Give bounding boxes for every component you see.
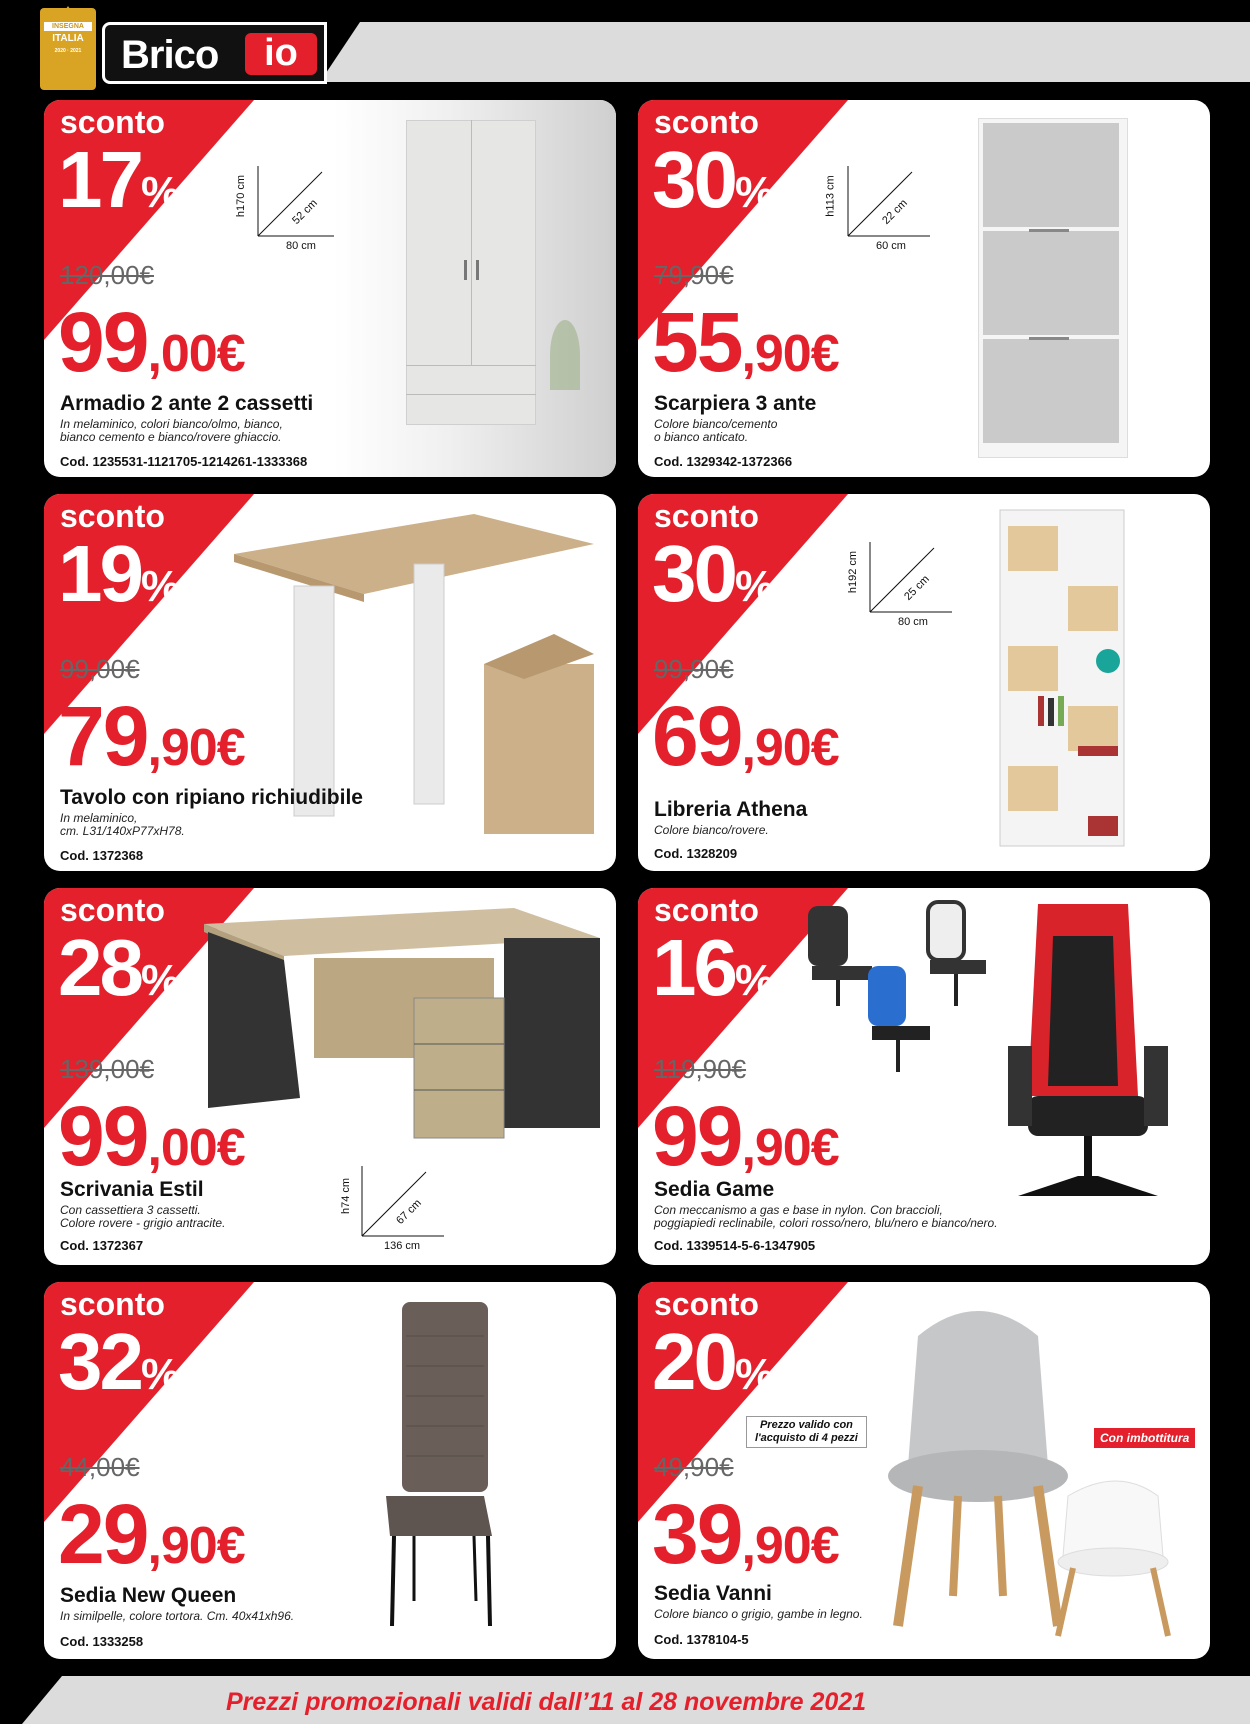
sconto-label: sconto [654,104,759,140]
product-title: Tavolo con ripiano richiudibile [60,786,363,809]
badge-small-text: 2020 · 2021 [54,48,82,54]
discount-percent: 17% [58,135,181,224]
old-price: 119,90€ [654,1054,747,1084]
discount-percent: 32% [58,1317,181,1406]
old-price: 99,00€ [60,654,140,684]
product-code: Cod. 1333258 [60,1634,144,1649]
discount-percent: 28% [58,923,181,1012]
scrivania-product-image [204,898,604,1148]
dimension-diagram: h192 cm 25 cm 80 cm [852,536,962,636]
product-description: Colore bianco/rovere. [654,823,769,837]
old-price: 99,90€ [654,654,734,684]
sedia-new-queen-product-image [384,1296,494,1636]
sedia-vanni-product-image [878,1296,1208,1646]
sconto-label: sconto [60,892,165,928]
product-code: Cod. 1378104-5 [654,1632,749,1647]
product-code: Cod. 1235531-1121705-1214261-1333368 [60,454,308,469]
new-price: 79,90€ [58,689,245,783]
product-card-sedia-game[interactable] [638,888,1210,1265]
promo-validity-text: Prezzi promozionali validi dall’11 al 28 novembre 2021 [226,1688,867,1716]
logo-io-text: io [245,33,317,75]
discount-percent: 20% [652,1317,775,1406]
discount-percent: 19% [58,529,181,618]
discount-percent: 30% [652,135,775,224]
header-grey-band [320,22,1250,82]
old-price: 44,00€ [60,1452,140,1482]
product-description: Colore bianco o grigio, gambe in legno. [654,1607,863,1621]
sconto-label: sconto [60,1286,165,1322]
product-card-libreria[interactable] [638,494,1210,871]
sconto-label: sconto [60,498,165,534]
product-description: Con cassettiera 3 cassetti. Colore rovere - grigio antracite. [60,1203,226,1230]
old-price: 79,90€ [654,260,734,290]
sconto-label: sconto [654,1286,759,1322]
new-price: 39,90€ [652,1487,839,1581]
new-price: 29,90€ [58,1487,245,1581]
new-price: 99,90€ [652,1089,839,1183]
product-card-tavolo[interactable] [44,494,616,871]
crown-icon [58,6,78,18]
dimension-diagram: h74 cm 67 cm 136 cm [344,1160,454,1260]
product-title: Libreria Athena [654,798,808,821]
product-card-scrivania[interactable] [44,888,616,1265]
product-description: In melaminico, colori bianco/olmo, bianco, bianco cemento e bianco/rovere ghiaccio. [60,417,283,444]
logo-brico-text: Brico [121,33,219,77]
sedia-game-product-image [798,896,1208,1226]
product-title: Scrivania Estil [60,1178,204,1201]
product-card-scarpiera[interactable] [638,100,1210,477]
insegna-italia-badge [40,8,96,90]
padding-note-badge: Con imbottitura [1094,1428,1195,1448]
product-title: Armadio 2 ante 2 cassetti [60,392,314,415]
libreria-product-image [998,506,1128,851]
badge-top-text: INSEGNA [44,22,92,31]
product-title: Scarpiera 3 ante [654,392,817,415]
old-price: 49,90€ [654,1452,734,1482]
product-code: Cod. 1372368 [60,848,144,863]
discount-percent: 16% [652,923,775,1012]
new-price: 99,00€ [58,295,245,389]
new-price: 55,90€ [652,295,839,389]
sconto-label: sconto [60,104,165,140]
brico-io-logo[interactable] [102,22,327,84]
product-code: Cod. 1339514-5-6-1347905 [654,1238,816,1253]
sconto-label: sconto [654,892,759,928]
dimension-diagram: h170 cm 52 cm 80 cm [240,160,350,260]
armadio-product-image [334,100,616,477]
product-code: Cod. 1372367 [60,1238,144,1253]
product-card-sedia-vanni[interactable] [638,1282,1210,1659]
old-price: 120,00€ [60,260,154,290]
dimension-diagram: h113 cm 22 cm 60 cm [830,160,940,260]
old-price: 139,00€ [60,1054,154,1084]
sconto-label: sconto [654,498,759,534]
badge-main-text: ITALIA [52,33,84,44]
product-title: Sedia New Queen [60,1584,237,1607]
price-condition-note: Prezzo valido con l'acquisto di 4 pezzi [746,1416,867,1448]
product-card-sedia-new-queen[interactable] [44,1282,616,1659]
product-title: Sedia Game [654,1178,775,1201]
product-description: In similpelle, colore tortora. Cm. 40x41xh96. [60,1609,295,1623]
scarpiera-product-image [978,118,1128,458]
new-price: 99,00€ [58,1089,245,1183]
product-code: Cod. 1329342-1372366 [654,454,793,469]
product-description: Con meccanismo a gas e base in nylon. Con braccioli, poggiapiedi reclinabile, colori rosso/nero, blu/nero e bianco/nero. [654,1203,998,1230]
product-title: Sedia Vanni [654,1582,772,1605]
product-description: In melaminico, cm. L31/140xP77xH78. [60,811,185,838]
new-price: 69,90€ [652,689,839,783]
product-code: Cod. 1328209 [654,846,738,861]
product-card-armadio[interactable] [44,100,616,477]
product-description: Colore bianco/cemento o bianco anticato. [654,417,778,444]
discount-percent: 30% [652,529,775,618]
